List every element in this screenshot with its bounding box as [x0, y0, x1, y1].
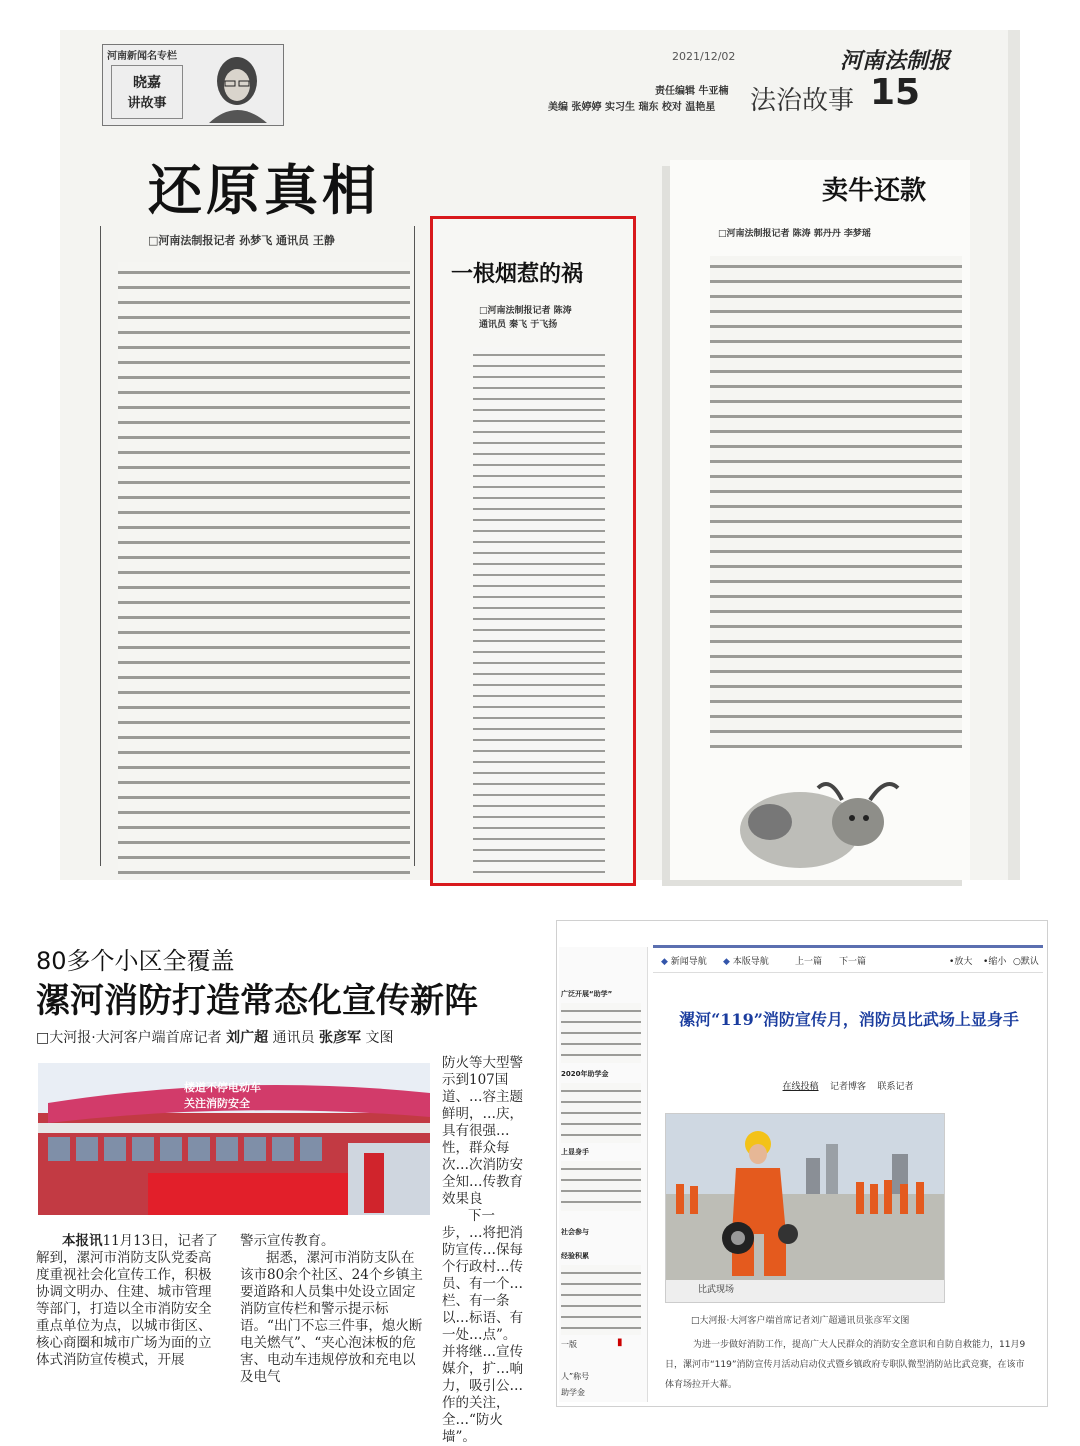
pdf-icon[interactable]: ▮	[617, 1337, 623, 1348]
dot-icon: •	[983, 957, 989, 967]
ox-illustration	[730, 770, 910, 880]
building-photo	[38, 1063, 430, 1215]
left-article-title: 还原真相	[148, 158, 380, 222]
submit-link[interactable]: 在线投稿	[782, 1082, 819, 1092]
zoom-default-button[interactable]: ○默认	[1013, 957, 1039, 967]
column-tag-top: 河南新闻名专栏	[107, 51, 177, 62]
web-screenshot	[556, 920, 1048, 1407]
thumb-text-1	[561, 1003, 641, 1063]
nav-item-news[interactable]: ◆ 新闻导航	[661, 957, 707, 967]
thumb-head-1: 广泛开展“助学”	[561, 990, 613, 998]
middle-article-title: 一根烟惹的祸	[451, 261, 584, 287]
radio-icon: ○	[1013, 957, 1021, 967]
left-article-byline: □河南法制报记者 孙梦飞 通讯员 王静	[148, 234, 335, 247]
right-article-text	[710, 256, 962, 748]
photo-caption: 比武现场	[698, 1285, 735, 1295]
nav-item-page[interactable]: ◆ 本版导航	[723, 957, 769, 967]
blog-link[interactable]: 记者博客	[829, 1082, 866, 1092]
thumb-bottom-2: 人”称号	[561, 1372, 590, 1381]
web-article-title: 漯河“119”消防宣传月，消防员比武场上显身手	[679, 1010, 1019, 1029]
prev-article-link[interactable]: 上一篇	[795, 957, 823, 967]
page-thumbnail	[559, 947, 648, 1402]
editor-line-2: 美编 张婷婷 实习生 瑞东 校对 温艳星	[548, 102, 716, 113]
dot-icon: •	[949, 957, 955, 967]
editor-line-1: 责任编辑 牛亚楠	[655, 86, 729, 97]
right-article-title: 卖牛还款	[822, 176, 927, 206]
section-name: 法治故事	[750, 86, 855, 116]
thumb-text-4	[561, 1265, 641, 1335]
nav-bar	[653, 945, 1043, 973]
headline: 漯河消防打造常态化宣传新阵	[36, 981, 478, 1021]
author-portrait	[195, 53, 275, 123]
zoom-out-button[interactable]: •缩小	[983, 957, 1007, 967]
issue-date: 2021/12/02	[672, 50, 736, 63]
thumb-text-3	[561, 1161, 641, 1211]
masthead: 河南法制报	[840, 48, 951, 74]
thumb-text-2	[561, 1083, 641, 1143]
highlight-box	[430, 216, 636, 886]
article-col-2: 警示宣传教育。 据悉，漯河市消防支队在该市80余个社区、24个乡镇主要道路和人员集中处设立固定消防宣传栏和警示提示标语。“出门不忘三件事，熄火断电关燃气”、“夹心泡沫板的危害、电动车违规停放和充电以及电气	[240, 1233, 423, 1385]
web-paragraph: 为进一步做好消防工作，提高广大人民群众的消防安全意识和自防自救能力，11月9日，漯河市“119”消防宣传月活动启动仪式暨乡镇政府专职队微型消防站比武竞赛，在该市体育场拉开大幕。	[665, 1340, 1026, 1390]
byline: □大河报·大河客户端首席记者 刘广超 通讯员 张彦军 文图	[36, 1030, 394, 1046]
contact-link[interactable]: 联系记者	[877, 1082, 914, 1092]
thumb-head-5: 经验积累	[561, 1252, 589, 1260]
page-edge-shadow	[1008, 30, 1020, 880]
article-col-3: 防火等大型警示到107国道、…容主题鲜明，…庆，具有很强…性，群众每次…次消防安全知…传教育效果良 下一步，…将把消防宣传…保每个行政村…传员、有一个…栏、有一条以…标语、有一处…点”。并将继…宣传媒介，扩…响力，吸引公…作的关注，全…“防火墙”。	[442, 1055, 523, 1445]
left-column-rule-right	[414, 226, 415, 866]
left-article-text	[118, 262, 410, 874]
photo-banner-2: 关注消防安全	[184, 1097, 250, 1110]
zoom-in-button[interactable]: •放大	[949, 957, 973, 967]
right-article-panel	[670, 160, 970, 880]
next-article-link[interactable]: 下一篇	[839, 957, 867, 967]
firefighter-photo	[665, 1113, 945, 1303]
column-name: 晓嘉 讲故事	[111, 65, 183, 119]
right-article-byline: □河南法制报记者 陈涛 郭丹丹 李梦瑶	[718, 229, 871, 239]
thumb-head-4: 社会参与	[561, 1228, 589, 1236]
web-byline: □大河报·大河客户端首席记者刘广超通讯员张彦军文图	[691, 1316, 910, 1326]
clipping-left	[30, 935, 530, 1445]
bullet-icon: ◆	[723, 957, 730, 967]
article-links	[653, 1079, 1043, 1092]
photo-banner-1: 楼道不停电动车	[184, 1081, 261, 1094]
middle-article-text	[473, 347, 605, 877]
middle-article-byline-2: 通讯员 秦飞 于飞扬	[479, 320, 558, 330]
left-column-rule	[100, 226, 101, 866]
kicker: 80多个小区全覆盖	[36, 947, 235, 975]
article-col-1: 本报讯11月13日，记者了解到，漯河市消防支队党委高度重视社会化宣传工作，积极协调文明办、住建、城市管理等部门，打造以全市消防安全重点单位为点，以城市街区、核心商圈和城市广场为面的立体式消防宣传模式，开展	[36, 1233, 218, 1368]
thumb-head-2: 2020年助学金	[561, 1070, 609, 1078]
page-number: 15	[870, 72, 921, 113]
middle-article-byline-1: □河南法制报记者 陈涛	[479, 306, 572, 316]
thumb-head-3: 上显身手	[561, 1148, 589, 1156]
newspaper-page-scan	[60, 30, 1020, 880]
thumb-bottom-1[interactable]: 一版	[561, 1340, 577, 1349]
column-header	[102, 44, 284, 126]
bullet-icon: ◆	[661, 957, 668, 967]
thumb-bottom-3: 助学金	[561, 1388, 585, 1397]
